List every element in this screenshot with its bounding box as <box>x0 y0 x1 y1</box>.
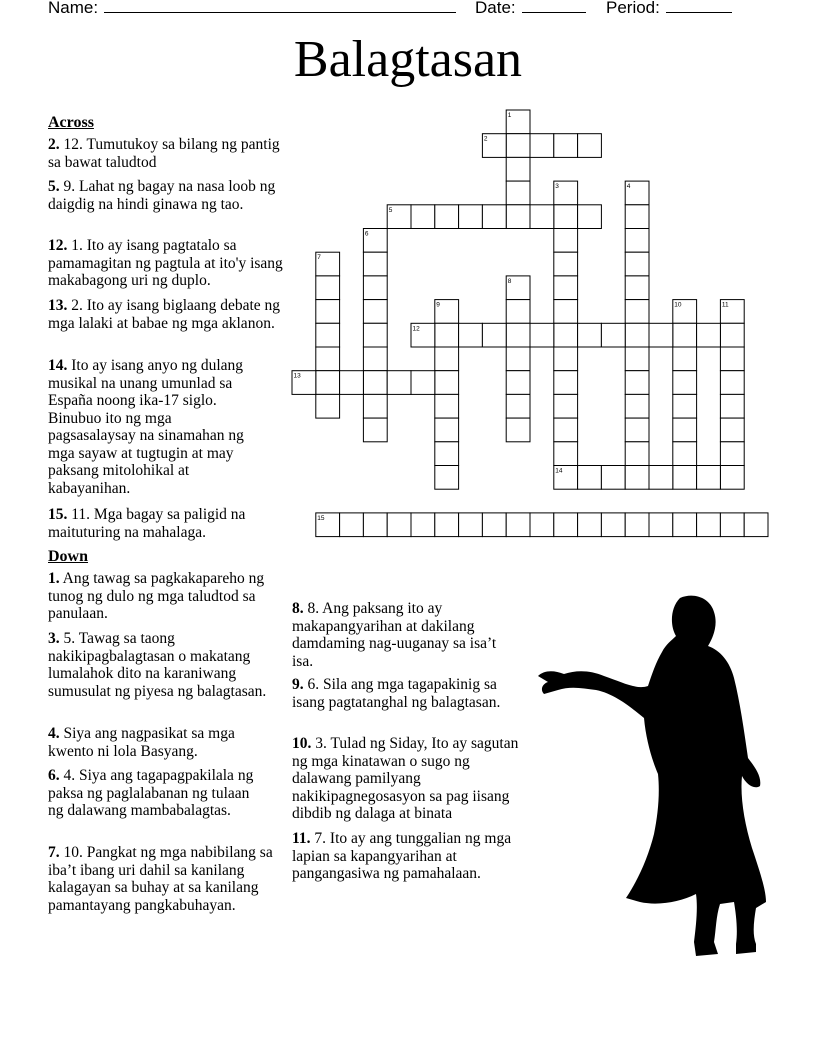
crossword-cell[interactable] <box>435 323 459 347</box>
crossword-cell[interactable] <box>554 276 578 300</box>
crossword-cell[interactable] <box>506 181 530 205</box>
clue-text: 12. Tumutukoy sa bilang ng pantig sa bawat taludtod <box>48 136 280 171</box>
crossword-cell[interactable] <box>673 323 697 347</box>
cell-number: 5 <box>388 206 393 214</box>
clue-text: 1. Ito ay isang pagtatalo sa pamamagitan ng pagtula at ito'y isang makabagong uri ng duplo. <box>48 237 283 289</box>
crossword-cell[interactable] <box>316 276 340 300</box>
crossword-cell[interactable] <box>530 134 554 158</box>
clue-number: 1. <box>48 570 60 587</box>
crossword-cell[interactable] <box>387 513 411 537</box>
crossword-cell[interactable] <box>506 110 530 134</box>
crossword-cell[interactable] <box>601 513 625 537</box>
crossword-cell[interactable] <box>601 466 625 490</box>
crossword-cell[interactable] <box>578 205 602 229</box>
crossword-cell[interactable] <box>363 347 387 371</box>
crossword-cell[interactable] <box>506 323 530 347</box>
crossword-cell[interactable] <box>697 513 721 537</box>
crossword-cell[interactable] <box>625 252 649 276</box>
period-line[interactable] <box>666 0 732 13</box>
crossword-cell[interactable] <box>697 323 721 347</box>
down-heading: Down <box>48 548 89 565</box>
crossword-cell[interactable] <box>316 513 340 537</box>
across-clue <box>48 357 263 497</box>
crossword-cell[interactable] <box>506 300 530 324</box>
clue-text: 11. Mga bagay sa paligid na maituturing na mahalaga. <box>48 506 246 541</box>
crossword-cell[interactable] <box>482 323 506 347</box>
crossword-cell[interactable] <box>720 394 744 418</box>
cell-number: 13 <box>293 372 301 380</box>
crossword-cell[interactable] <box>459 513 483 537</box>
cell-number: 15 <box>317 514 325 522</box>
crossword-cell[interactable] <box>554 229 578 253</box>
crossword-cell[interactable] <box>435 300 459 324</box>
crossword-cell[interactable] <box>720 323 744 347</box>
clue-text: 6. Sila ang mga tagapakinig sa isang pagtatanghal ng balagtasan. <box>292 676 501 711</box>
crossword-cell[interactable] <box>363 323 387 347</box>
crossword-cell[interactable] <box>363 371 387 395</box>
crossword-cell[interactable] <box>697 466 721 490</box>
crossword-cell[interactable] <box>363 229 387 253</box>
crossword-cell[interactable] <box>435 371 459 395</box>
crossword-cell[interactable] <box>387 205 411 229</box>
across-heading: Across <box>48 114 94 131</box>
crossword-cell[interactable] <box>506 418 530 442</box>
crossword-cell[interactable] <box>435 394 459 418</box>
crossword-cell[interactable] <box>363 276 387 300</box>
crossword-cell[interactable] <box>720 418 744 442</box>
crossword-cell[interactable] <box>435 466 459 490</box>
crossword-cell[interactable] <box>625 371 649 395</box>
clue-number: 9. <box>292 676 304 693</box>
crossword-cell[interactable] <box>625 466 649 490</box>
crossword-cell[interactable] <box>411 205 435 229</box>
crossword-cell[interactable] <box>625 300 649 324</box>
crossword-cell[interactable] <box>506 205 530 229</box>
crossword-cell[interactable] <box>554 418 578 442</box>
crossword-cell[interactable] <box>459 205 483 229</box>
clue-text: Ang tawag sa pagkakapareho ng tunog ng dulo ng mga taludtod sa panulaan. <box>48 570 265 622</box>
crossword-cell[interactable] <box>316 300 340 324</box>
cell-number: 9 <box>436 301 440 309</box>
crossword-cell[interactable] <box>411 371 435 395</box>
crossword-cell[interactable] <box>411 513 435 537</box>
crossword-cell[interactable] <box>435 513 459 537</box>
cell-number: 8 <box>507 277 512 285</box>
clue-text: 5. Tawag sa taong nakikipagbalagtasan o makatang lumalahok dito na karaniwang sumusulat ng piyesa ng balagtasan. <box>48 630 267 700</box>
date-label: Date: <box>475 0 516 17</box>
crossword-cell[interactable] <box>363 394 387 418</box>
crossword-cell[interactable] <box>387 371 411 395</box>
clue-text: Ito ay isang anyo ng dulang musikal na unang umunlad sa España noong ika-17 siglo. Binubuo ito ng mga pagsasalaysay na sinamahan ng mga sayaw at tugtugin at may paksang mitolohikal at kabayanihan. <box>48 357 244 497</box>
clue-number: 13. <box>48 297 68 314</box>
across-clue <box>48 237 283 290</box>
crossword-cell[interactable] <box>482 513 506 537</box>
clue-text: 7. Ito ay ang tunggalian ng mga lapian sa kapangyarihan at pangangasiwa ng pamahalaan. <box>292 830 512 882</box>
crossword-cell[interactable] <box>554 323 578 347</box>
cell-number: 2 <box>483 135 488 143</box>
crossword-cell[interactable] <box>625 229 649 253</box>
crossword-cell[interactable] <box>316 252 340 276</box>
crossword-cell[interactable] <box>506 513 530 537</box>
crossword-cell[interactable] <box>530 513 554 537</box>
crossword-cell[interactable] <box>625 323 649 347</box>
clue-number: 6. <box>48 767 60 784</box>
clue-number: 14. <box>48 357 68 374</box>
crossword-cell[interactable] <box>554 513 578 537</box>
crossword-cell[interactable] <box>625 513 649 537</box>
crossword-cell[interactable] <box>506 371 530 395</box>
clue-number: 11. <box>292 830 311 847</box>
crossword-cell[interactable] <box>340 371 364 395</box>
cell-number: 12 <box>412 325 420 333</box>
crossword-cell[interactable] <box>720 442 744 466</box>
crossword-cell[interactable] <box>625 205 649 229</box>
clue-number: 12. <box>48 237 68 254</box>
name-field[interactable] <box>48 0 456 18</box>
clue-number: 3. <box>48 630 60 647</box>
clue-text: Siya ang nagpasikat sa mga kwento ni lola Basyang. <box>48 725 235 760</box>
crossword-cell[interactable] <box>435 205 459 229</box>
crossword-cell[interactable] <box>744 513 768 537</box>
down-clue <box>292 676 502 711</box>
crossword-cell[interactable] <box>506 157 530 181</box>
down-clue <box>48 570 288 623</box>
crossword-cell[interactable] <box>601 323 625 347</box>
clue-number: 5. <box>48 178 60 195</box>
clue-text: 4. Siya ang tagapagpakilala ng paksa ng paglalabanan ng tulaan ng dalawang mambabalagtas. <box>48 767 254 819</box>
crossword-cell[interactable] <box>673 394 697 418</box>
crossword-cell[interactable] <box>673 418 697 442</box>
name-label: Name: <box>48 0 99 17</box>
page-title: Balagtasan <box>293 31 523 88</box>
crossword-cell[interactable] <box>673 442 697 466</box>
crossword-cell[interactable] <box>578 466 602 490</box>
clue-number: 8. <box>292 600 304 617</box>
crossword-cell[interactable] <box>673 466 697 490</box>
crossword-cell[interactable] <box>340 513 364 537</box>
crossword-cell[interactable] <box>673 300 697 324</box>
clue-text: 3. Tulad ng Siday, Ito ay sagutan ng mga kinatawan o sugo ng dalawang pamilyang nakikipagnegosasyon sa pag iisang dibdib ng dalaga at binata <box>292 735 519 822</box>
crossword-cell[interactable] <box>673 371 697 395</box>
crossword-cell[interactable] <box>649 513 673 537</box>
crossword-cell[interactable] <box>649 323 673 347</box>
clue-number: 15. <box>48 506 68 523</box>
across-clue <box>48 178 283 213</box>
crossword-cell[interactable] <box>554 300 578 324</box>
cell-number: 10 <box>674 301 682 309</box>
period-field[interactable] <box>606 0 732 18</box>
crossword-cell[interactable] <box>554 252 578 276</box>
crossword-cell[interactable] <box>506 394 530 418</box>
crossword-cell[interactable] <box>554 466 578 490</box>
crossword-cell[interactable] <box>316 394 340 418</box>
cell-number: 11 <box>721 301 729 309</box>
crossword-cell[interactable] <box>720 300 744 324</box>
crossword-cell[interactable] <box>459 323 483 347</box>
crossword-cell[interactable] <box>554 134 578 158</box>
down-clue <box>292 830 522 883</box>
crossword-cell[interactable] <box>411 323 435 347</box>
cell-number: 4 <box>626 183 631 191</box>
cell-number: 1 <box>507 112 512 119</box>
crossword-cell[interactable] <box>720 347 744 371</box>
crossword-cell[interactable] <box>435 347 459 371</box>
crossword-cell[interactable] <box>554 347 578 371</box>
crossword-cell[interactable] <box>435 418 459 442</box>
crossword-cell[interactable] <box>554 371 578 395</box>
crossword-cell[interactable] <box>625 347 649 371</box>
across-clue <box>48 506 273 541</box>
crossword-cell[interactable] <box>554 442 578 466</box>
across-clue <box>48 297 288 332</box>
crossword-cell[interactable] <box>530 323 554 347</box>
cell-number: 3 <box>555 183 559 191</box>
crossword-cell[interactable] <box>578 323 602 347</box>
down-clue <box>48 630 288 700</box>
crossword-cell[interactable] <box>292 371 316 395</box>
crossword-cell[interactable] <box>673 513 697 537</box>
crossword-cell[interactable] <box>649 466 673 490</box>
crossword-cell[interactable] <box>506 276 530 300</box>
crossword-cell[interactable] <box>363 513 387 537</box>
period-label: Period: <box>606 0 660 17</box>
crossword-cell[interactable] <box>506 347 530 371</box>
crossword-cell[interactable] <box>363 300 387 324</box>
crossword-cell[interactable] <box>720 466 744 490</box>
crossword-cell[interactable] <box>578 134 602 158</box>
down-clue <box>292 735 527 823</box>
crossword-cell[interactable] <box>554 181 578 205</box>
crossword-cell[interactable] <box>316 323 340 347</box>
crossword-cell[interactable] <box>673 347 697 371</box>
clue-number: 7. <box>48 844 60 861</box>
crossword-cell[interactable] <box>625 418 649 442</box>
down-clue <box>48 767 263 820</box>
across-clue <box>48 136 283 171</box>
crossword-cell[interactable] <box>316 347 340 371</box>
crossword-cell[interactable] <box>554 205 578 229</box>
clue-number: 4. <box>48 725 60 742</box>
orator-silhouette-icon <box>530 590 770 960</box>
crossword-cell[interactable] <box>435 442 459 466</box>
name-line[interactable] <box>104 0 456 13</box>
crossword-cell[interactable] <box>720 513 744 537</box>
crossword-cell[interactable] <box>363 418 387 442</box>
crossword-cell[interactable] <box>554 394 578 418</box>
crossword-cell[interactable] <box>482 134 506 158</box>
clue-number: 2. <box>48 136 60 153</box>
crossword-cell[interactable] <box>720 371 744 395</box>
cell-number: 7 <box>317 254 321 262</box>
crossword-cell[interactable] <box>625 276 649 300</box>
cell-number: 14 <box>555 467 563 475</box>
down-clue <box>48 725 263 760</box>
crossword-cell[interactable] <box>316 371 340 395</box>
clue-number: 10. <box>292 735 312 752</box>
crossword-cell[interactable] <box>625 181 649 205</box>
clue-text: 9. Lahat ng bagay na nasa loob ng daigdig na hindi ginawa ng tao. <box>48 178 276 213</box>
clue-text: 10. Pangkat ng mga nabibilang sa iba’t ibang uri dahil sa kanilang kalagayan sa buhay at sa kanilang pamantayang pangkabuhayan. <box>48 844 273 914</box>
down-clue <box>48 844 273 914</box>
crossword-cell[interactable] <box>482 205 506 229</box>
date-field[interactable] <box>475 0 586 18</box>
clue-text: 2. Ito ay isang biglaang debate ng mga lalaki at babae ng mga aklanon. <box>48 297 281 332</box>
crossword-cell[interactable] <box>506 134 530 158</box>
crossword-cell[interactable] <box>578 513 602 537</box>
clue-text: 8. Ang paksang ito ay makapangyarihan at dakilang damdaming nag-uuganay sa isa’t isa. <box>292 600 497 670</box>
crossword-cell[interactable] <box>625 394 649 418</box>
crossword-cell[interactable] <box>363 252 387 276</box>
down-clue <box>292 600 517 670</box>
crossword-cell[interactable] <box>625 442 649 466</box>
date-line[interactable] <box>522 0 586 13</box>
cell-number: 6 <box>364 230 369 238</box>
crossword-cell[interactable] <box>530 205 554 229</box>
